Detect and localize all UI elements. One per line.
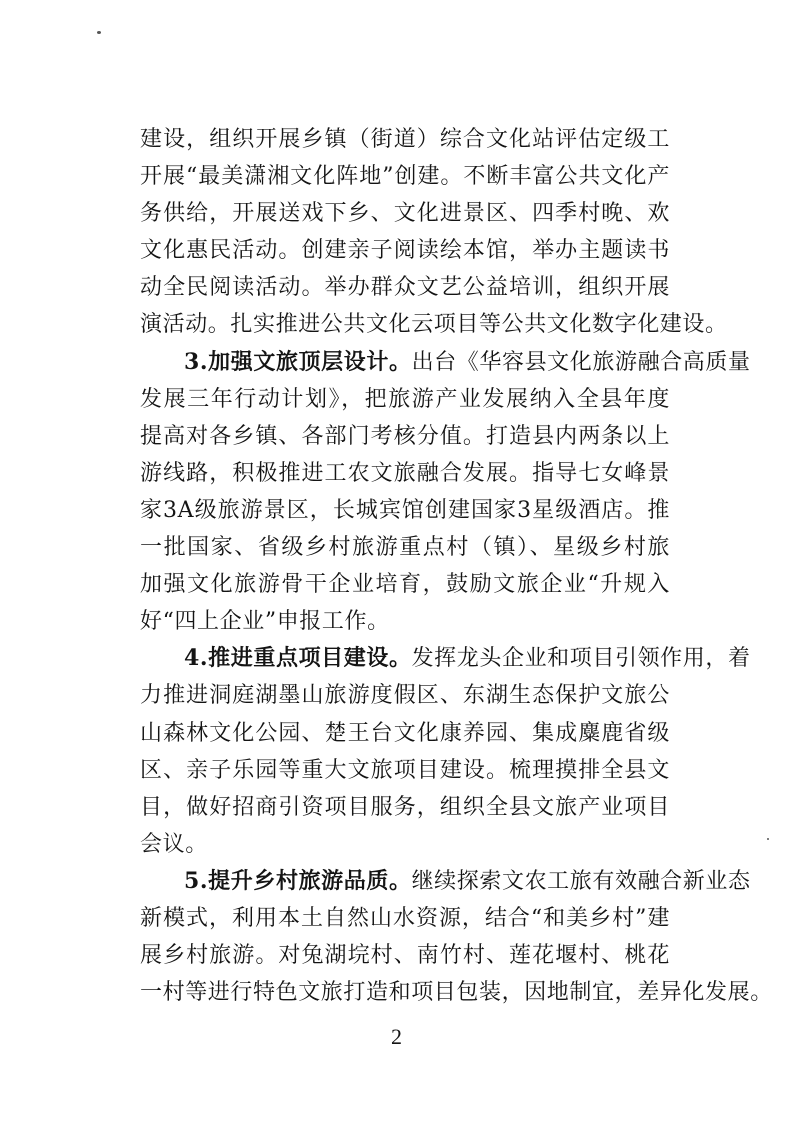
text-line: 动全民阅读活动。举办群众文艺公益培训，组织开展 (140, 275, 670, 301)
text-line: 展乡村旅游。对兔湖垸村、南竹村、莲花堰村、桃花 (140, 943, 670, 969)
text-line: 会议。 (140, 831, 208, 857)
text-line: 区、亲子乐园等重大文旅项目建设。梳理摸排全县文 (140, 757, 670, 783)
page-number: 2 (391, 1024, 402, 1049)
paragraph-top-level-design (140, 344, 751, 641)
text-line: 游线路，积极推进工农文旅融合发展。指导七女峰景 (140, 460, 670, 486)
text-line: 一村等进行特色文旅打造和项目包装，因地制宜，差异化发展。 (140, 980, 773, 1006)
text-line: 开展“最美潇湘文化阵地”创建。不断丰富公共文化产 (140, 164, 670, 190)
text-run: 出台《华容县文化旅游融合高质量 (411, 349, 751, 375)
text-line: 目，做好招商引资项目服务，组织全县文旅产业项目 (140, 794, 670, 820)
text-line: 建设，组织开展乡镇（街道）综合文化站评估定级工 (140, 127, 670, 152)
text-line (140, 344, 751, 381)
text-line: 文化惠民活动。创建亲子阅读绘本馆，举办主题读书 (140, 238, 670, 264)
section-heading: 3.加强文旅顶层设计。 (184, 348, 412, 375)
text-line: 好“四上企业”申报工作。 (140, 609, 390, 635)
section-heading: 4.推进重点项目建设。 (184, 645, 412, 672)
text-line: 家3A级旅游景区，长城宾馆创建国家3星级酒店。推 (140, 497, 670, 523)
text-line: 加强文化旅游骨干企业培育，鼓励文旅企业“升规入 (140, 572, 670, 598)
section-heading: 5.提升乡村旅游品质。 (184, 867, 412, 894)
text-run: 发挥龙头企业和项目引领作用，着 (411, 646, 751, 672)
text-line: 发展三年行动计划》，把旅游产业发展纳入全县年度 (140, 386, 670, 412)
scan-speck (767, 838, 769, 840)
text-line: 力推进洞庭湖墨山旅游度假区、东湖生态保护文旅公 (140, 683, 670, 709)
paragraph-cultural-services (140, 121, 728, 344)
text-line: 提高对各乡镇、各部门考核分值。打造县内两条以上 (140, 423, 670, 449)
text-line (140, 640, 751, 677)
text-line: 山森林文化公园、楚王台文化康养园、集成麋鹿省级 (140, 720, 670, 746)
text-run: 继续探索文农工旅有效融合新业态 (411, 868, 751, 894)
text-line (140, 863, 751, 900)
scan-speck (97, 31, 101, 34)
text-line: 一批国家、省级乡村旅游重点村（镇）、星级乡村旅 (140, 535, 670, 561)
body-text (140, 121, 773, 1011)
paragraph-rural-tourism (140, 863, 773, 1011)
paragraph-key-projects (140, 640, 751, 863)
text-line: 务供给，开展送戏下乡、文化进景区、四季村晚、欢 (140, 201, 670, 227)
text-line: 演活动。扎实推进公共文化云项目等公共文化数字化建设。 (140, 312, 728, 338)
text-line: 新模式，利用本土自然山水资源，结合“和美乡村”建 (140, 905, 670, 931)
